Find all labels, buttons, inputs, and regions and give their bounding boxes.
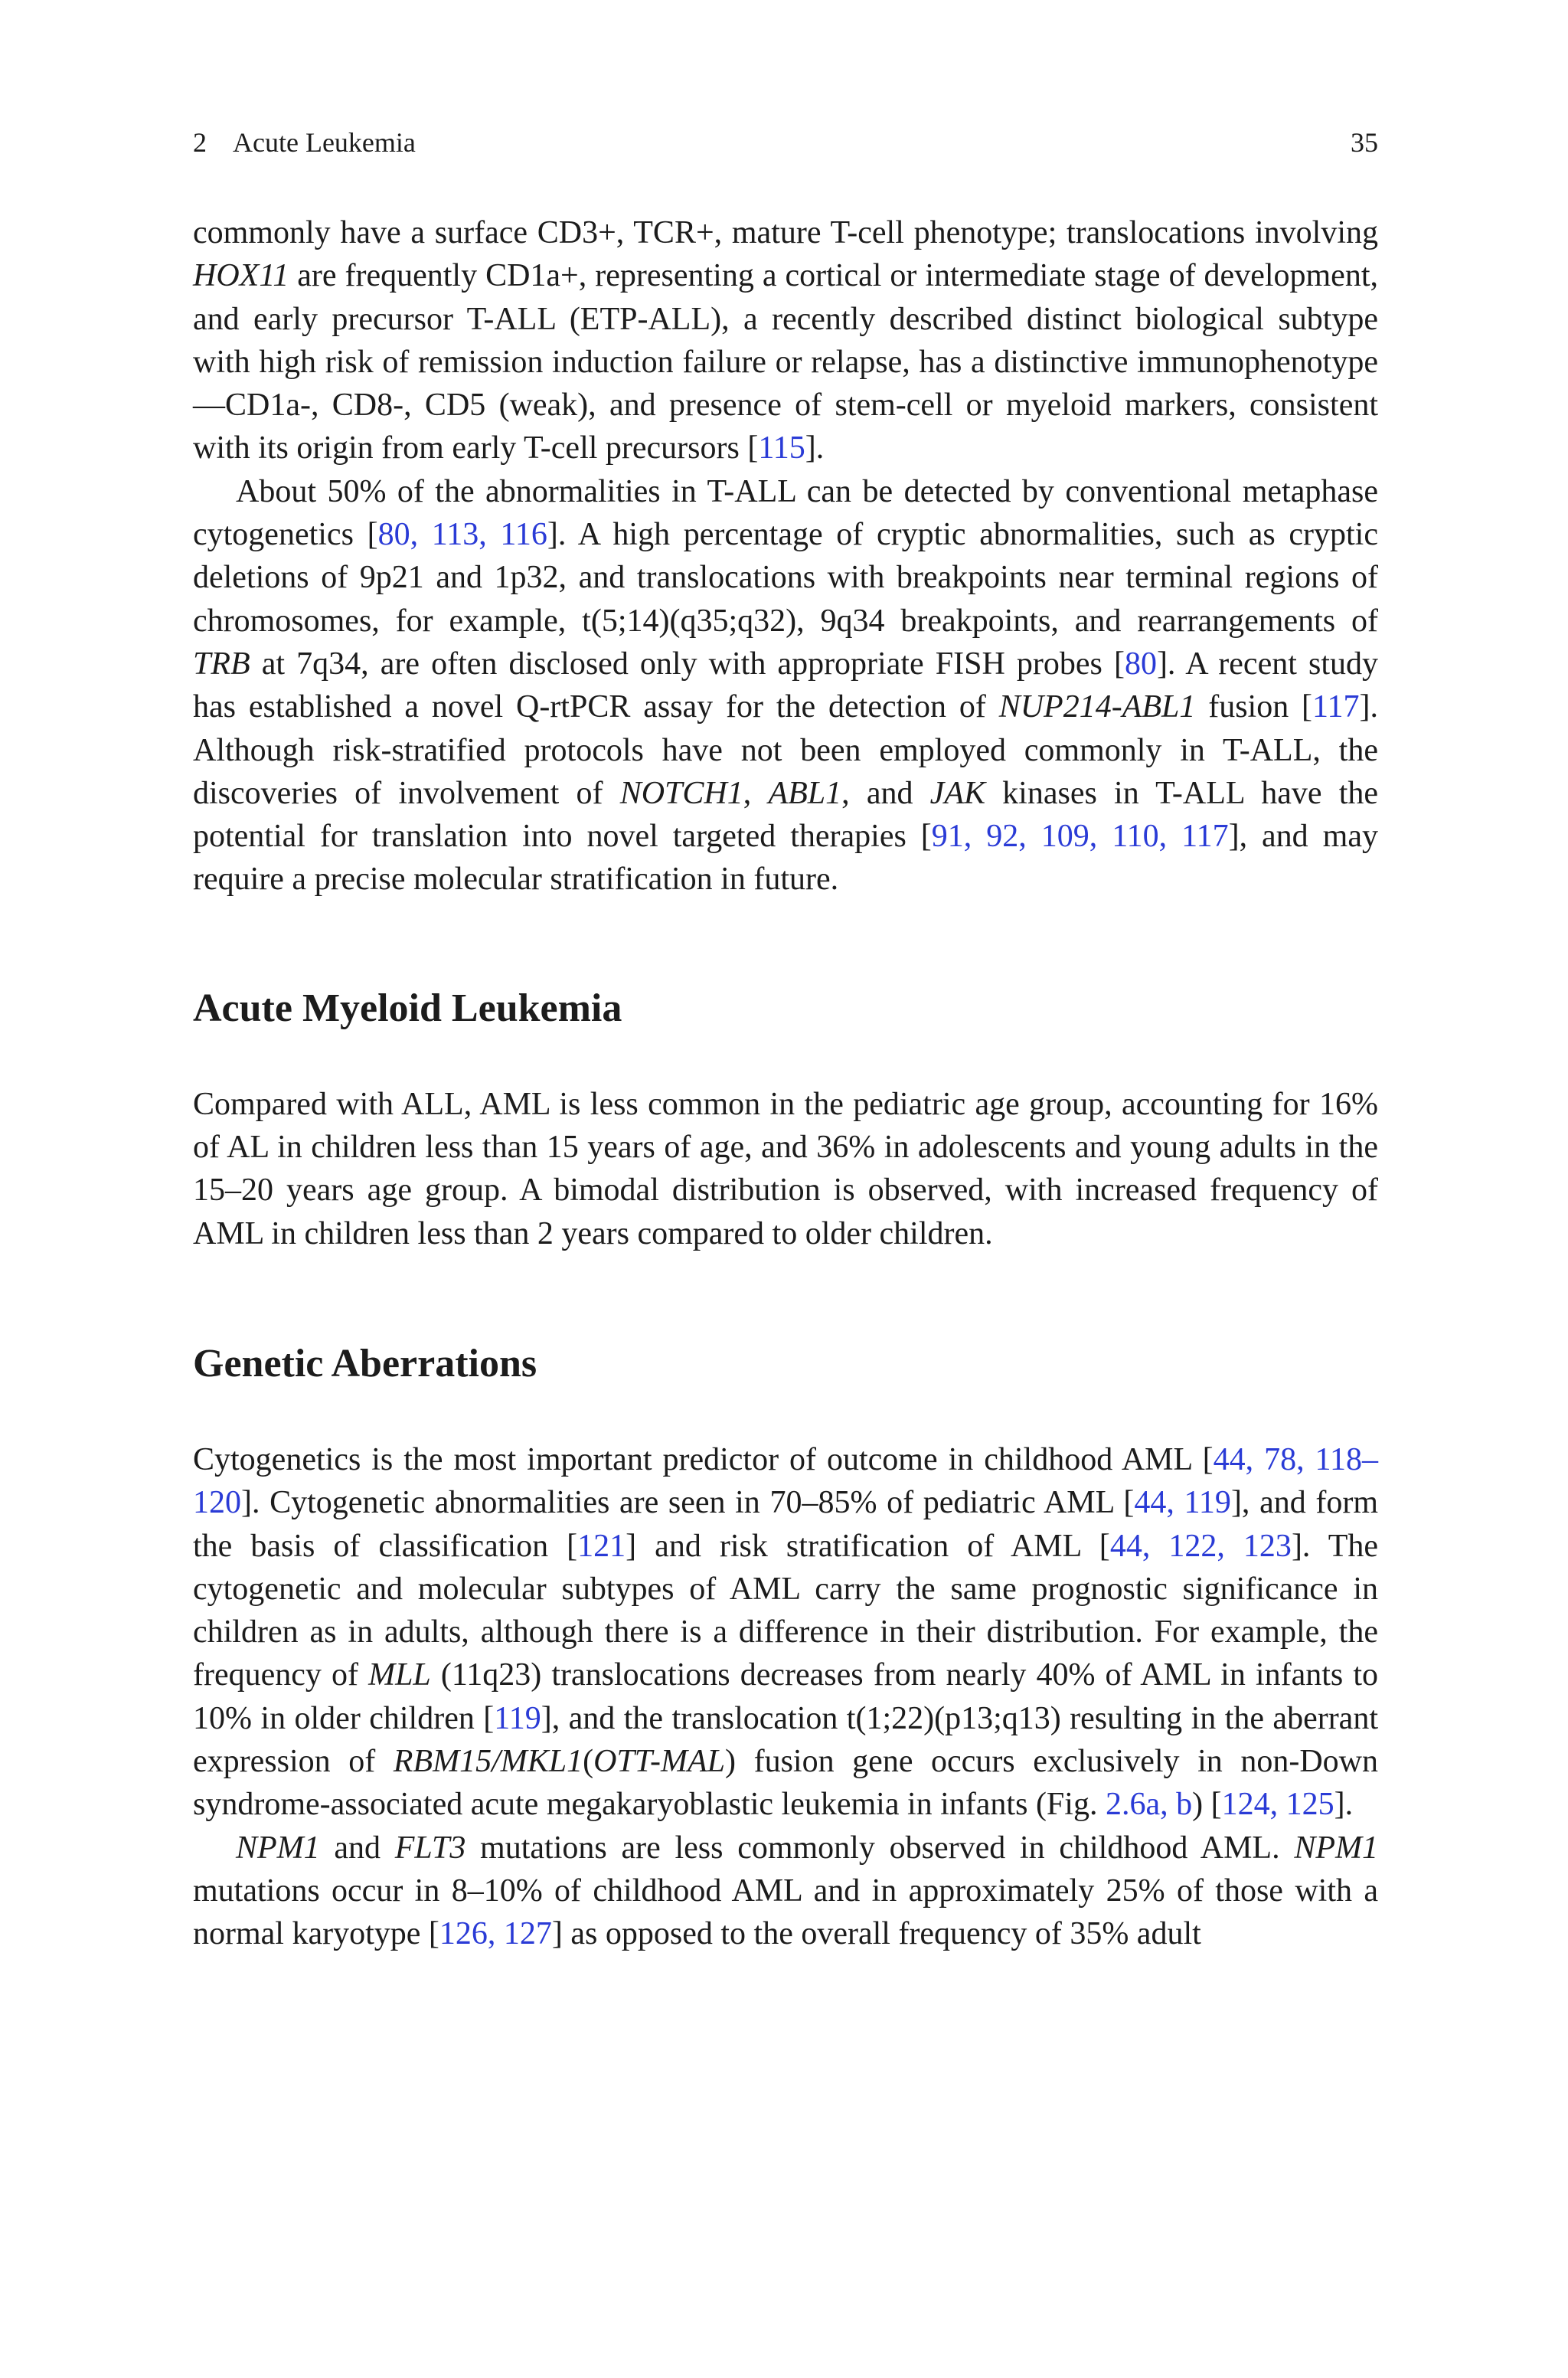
gene-name: MLL [368, 1657, 431, 1693]
citation-link[interactable]: 80, 113, 116 [377, 517, 547, 553]
citation-link[interactable]: 44, 122, 123 [1109, 1528, 1292, 1564]
citation-link[interactable]: 115 [758, 430, 805, 466]
gene-name: NUP214-ABL1 [998, 689, 1196, 725]
gene-name: JAK [929, 775, 985, 811]
citation-link[interactable]: 126, 127 [439, 1916, 552, 1952]
section-heading-genetic-aberrations: Genetic Aberrations [193, 1341, 537, 1385]
citation-link[interactable]: 124, 125 [1221, 1787, 1334, 1823]
gene-name: FLT3 [394, 1830, 466, 1866]
gene-name: NOTCH1 [619, 775, 743, 811]
citation-link[interactable]: 44, 119 [1134, 1485, 1231, 1521]
citation-link[interactable]: 91, 92, 109, 110, 117 [931, 819, 1229, 855]
chapter-number: 2 [193, 127, 207, 158]
gene-name: NPM1 [1294, 1830, 1378, 1866]
chapter-title: Acute Leukemia [233, 127, 416, 158]
gene-name: OTT-MAL [593, 1744, 726, 1780]
paragraph-tall-cytogenetics: About 50% of the abnormalities in T-ALL can be detected by conventional metaphase cytogenetics [80, 113, 116]. A high percentage of cryptic abnormalities, such as cryptic deletions of 9p21 and 1p32, and translocations with breakpoints near terminal regions of chromosomes, for example, t(5;14)(q35;q32), 9q34 breakpoints, and rearrangements of TRB at 7q34, are often disclosed only with appropriate FISH probes [80]. A recent study has established a novel Q-rtPCR assay for the detection of NUP214-ABL1 fusion [117]. Although risk-stratified protocols have not been employed commonly in T-ALL, the discoveries of involvement of NOTCH1, ABL1, and JAK kinases in T-ALL have the potential for translation into novel targeted therapies [91, 92, 109, 110, 117], and may require a precise molecular stratification in future. [193, 473, 1379, 898]
paragraph-npm1-flt3: NPM1 and FLT3 mutations are less commonly observed in childhood AML. NPM1 mutations occur in 8–10% of childhood AML and in approximately 25% of those with a normal karyotype [126, 127] as opposed to the overall frequency of 35% adult [193, 1830, 1378, 1952]
paragraph-aml-epidemiology: Compared with ALL, AML is less common in the pediatric age group, accounting for 16% of AL in children less than 15 years of age, and 36% in adolescents and young adults in the 15–20 years age group. A bimodal distribution is observed, with increased frequency of AML in children less than 2 years compared to older children. [193, 1086, 1378, 1251]
citation-link[interactable]: 44, 78, 118–120 [193, 1441, 1378, 1521]
running-head [193, 123, 1378, 162]
citation-link[interactable]: 117 [1312, 689, 1360, 725]
gene-name: ABL1 [768, 775, 842, 811]
section-heading-aml: Acute Myeloid Leukemia [193, 986, 622, 1030]
gene-name: TRB [193, 646, 250, 682]
gene-name: HOX11 [193, 258, 289, 294]
paragraph-aml-cytogenetics: Cytogenetics is the most important predictor of outcome in childhood AML [44, 78, 118–120]. Cytogenetic abnormalities are seen in 70–85% of pediatric AML [44, 119], and form the basis of classification [121] and risk stratification of AML [44, 122, 123]. The cytogenetic and molecular subtypes of AML carry the same prognostic significance in children as in adults, although there is a difference in their distribution. For example, the frequency of MLL (11q23) translocations decreases from nearly 40% of AML in infants to 10% in older children [119], and the translocation t(1;22)(p13;q13) resulting in the aberrant expression of RBM15/MKL1(OTT-MAL) fusion gene occurs exclusively in non-Down syndrome-associated acute megakaryoblastic leukemia in infants (Fig. 2.6a, b) [124, 125]. [193, 1441, 1379, 1823]
citation-link[interactable]: 80 [1124, 646, 1157, 682]
page-body [193, 211, 1378, 1956]
paragraph-tall-immunophenotype: commonly have a surface CD3+, TCR+, mature T-cell phenotype; translocations involving HOX11 are frequently CD1a+, representing a cortical or intermediate stage of development, and early precursor T-ALL (ETP-ALL), a recently described distinct biological subtype with high risk of remission induction failure or relapse, has a distinctive immunophenotype—CD1a-, CD8-, CD5 (weak), and presence of stem-cell or myeloid markers, consistent with its origin from early T-cell precursors [115]. [193, 215, 1378, 466]
citation-link[interactable]: 119 [494, 1700, 541, 1736]
citation-link[interactable]: 121 [577, 1528, 626, 1564]
gene-name: NPM1 [236, 1830, 320, 1866]
running-head-left [193, 123, 416, 162]
gene-name: RBM15/MKL1 [393, 1744, 583, 1780]
figure-link[interactable]: 2.6a, b [1105, 1787, 1193, 1823]
page-number: 35 [1351, 127, 1378, 158]
